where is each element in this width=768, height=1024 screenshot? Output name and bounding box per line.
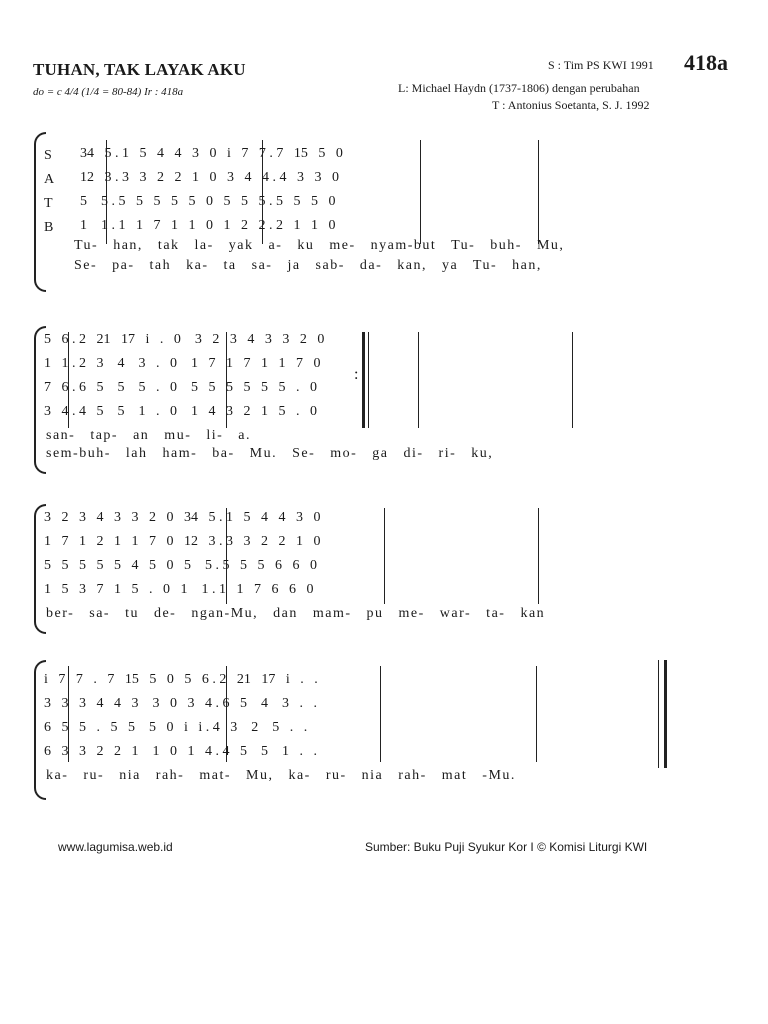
credit-lyricist: T : Antonius Soetanta, S. J. 1992 bbox=[492, 98, 650, 112]
score-system-2 bbox=[0, 326, 768, 476]
score-system-3 bbox=[0, 504, 768, 634]
notation-row-soprano: 5 6 . 2 21 17 i . 0 3 2 3 4 3 3 2 0 bbox=[44, 332, 325, 347]
lyric-line-1: san- tap- an mu- li- a. bbox=[46, 428, 252, 443]
lyric-line-2: sem-buh- lah ham- ba- Mu. Se- mo- ga di- ri- ku, bbox=[46, 446, 494, 461]
repeat-dots: : bbox=[354, 366, 359, 383]
tempo-marking: do = c 4/4 (1/4 = 80-84) Ir : 418a bbox=[33, 86, 184, 98]
notation-row-alto: 1 7 1 2 1 1 7 0 12 3 . 3 3 2 2 1 0 bbox=[44, 534, 321, 549]
voice-label-tenor: T bbox=[44, 196, 53, 211]
credit-composer: L: Michael Haydn (1737-1806) dengan perubahan bbox=[398, 81, 640, 95]
notation-row-bass: 1 5 3 7 1 5 . 0 1 1 . 1 1 7 6 6 0 bbox=[44, 582, 314, 597]
song-number: 418a bbox=[684, 50, 728, 75]
voice-label-soprano: S bbox=[44, 148, 52, 163]
notation-row-alto: 3 3 3 4 4 3 3 0 3 4 . 6 5 4 3 . . bbox=[44, 696, 317, 711]
score-system-4 bbox=[0, 660, 768, 800]
lyric-line-1: ber- sa- tu de- ngan-Mu, dan mam- pu me- war- ta- kan bbox=[46, 606, 546, 621]
notation-row-tenor: 5 5 5 5 5 4 5 0 5 5 . 5 5 5 6 6 0 bbox=[44, 558, 317, 573]
notation-row-alto: 12 3 . 3 3 2 2 1 0 3 4 4 . 4 3 3 0 bbox=[80, 170, 339, 185]
notation-row-bass: 6 3 3 2 2 1 1 0 1 4 . 4 5 5 1 . . bbox=[44, 744, 317, 759]
footer-website: www.lagumisa.web.id bbox=[58, 840, 173, 854]
footer-source: Sumber: Buku Puji Syukur Kor I © Komisi Liturgi KWI bbox=[365, 840, 648, 854]
score-system-1 bbox=[0, 132, 768, 292]
notation-row-tenor: 5 5 . 5 5 5 5 5 0 5 5 5 . 5 5 5 0 bbox=[80, 194, 336, 209]
voice-label-alto: A bbox=[44, 172, 55, 187]
notation-row-soprano: 3 2 3 4 3 3 2 0 34 5 . 1 5 4 4 3 0 bbox=[44, 510, 321, 525]
notation-row-tenor: 7 6 . 6 5 5 5 . 0 5 5 5 5 5 5 . 0 bbox=[44, 380, 317, 395]
lyric-line-2: Se- pa- tah ka- ta sa- ja sab- da- kan, ya Tu- han, bbox=[74, 258, 542, 273]
notation-row-soprano: 34 5 . 1 5 4 4 3 0 i 7 7 . 7 15 5 0 bbox=[80, 146, 343, 161]
notation-row-bass: 1 1 . 1 1 7 1 1 0 1 2 2 . 2 1 1 0 bbox=[80, 218, 336, 233]
notation-row-alto: 1 1 . 2 3 4 3 . 0 1 7 1 7 1 1 7 0 bbox=[44, 356, 321, 371]
lyric-line-1: Tu- han, tak la- yak a- ku me- nyam-but Tu- buh- Mu, bbox=[74, 238, 565, 253]
notation-row-soprano: i 7 7 . 7 15 5 0 5 6 . 2 21 17 i . . bbox=[44, 672, 318, 687]
lyric-line-1: ka- ru- nia rah- mat- Mu, ka- ru- nia rah- mat -Mu. bbox=[46, 768, 516, 783]
voice-label-bass: B bbox=[44, 220, 54, 235]
credit-arranger: S : Tim PS KWI 1991 bbox=[548, 58, 654, 72]
notation-row-tenor: 6 5 5 . 5 5 5 0 i i . 4 3 2 5 . . bbox=[44, 720, 308, 735]
notation-row-bass: 3 4 . 4 5 5 1 . 0 1 4 3 2 1 5 . 0 bbox=[44, 404, 317, 419]
song-title: TUHAN, TAK LAYAK AKU bbox=[33, 60, 246, 79]
